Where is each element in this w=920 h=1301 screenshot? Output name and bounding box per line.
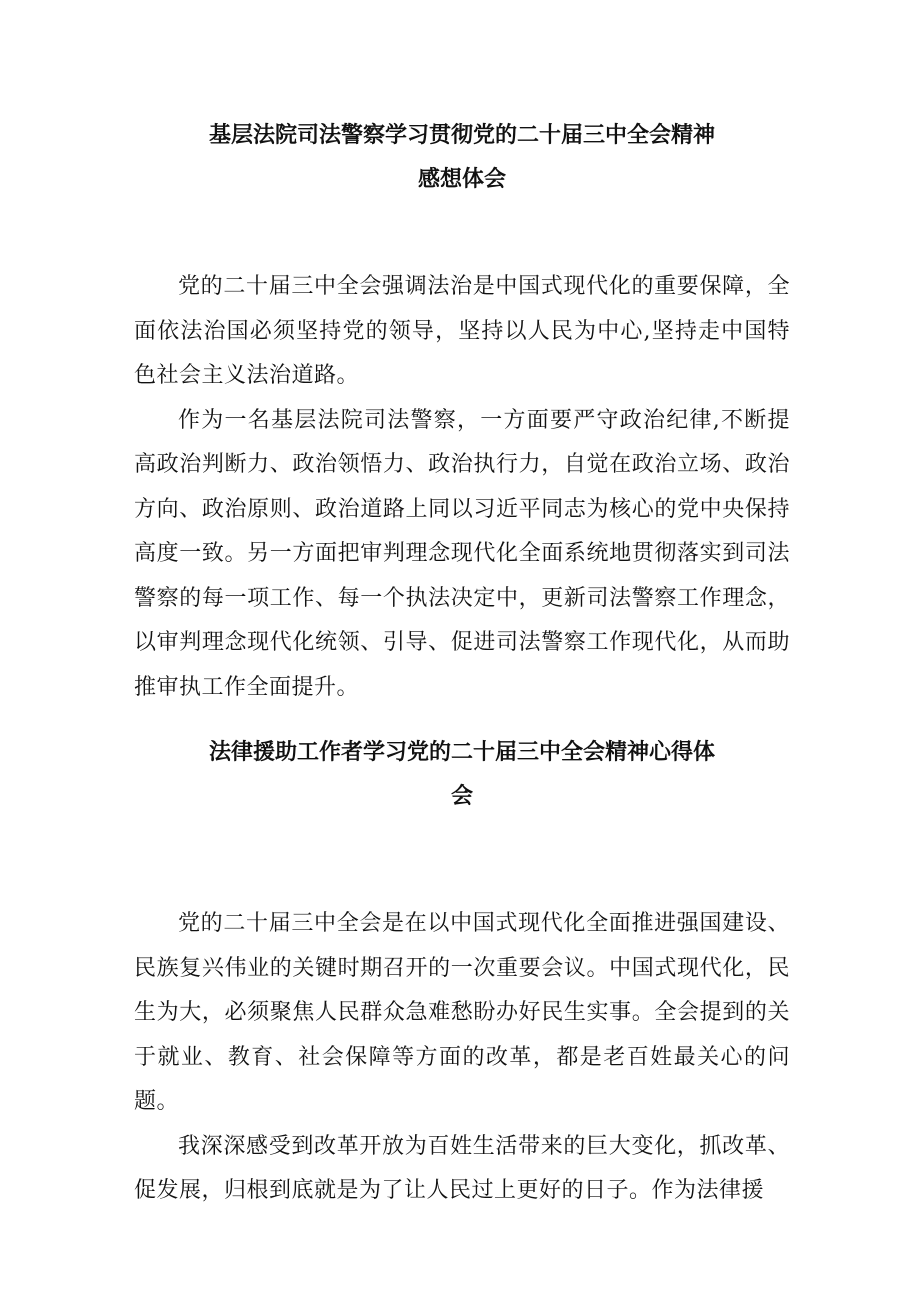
title-line-2: 会 xyxy=(450,784,473,809)
article-legal-aid xyxy=(134,731,790,1214)
article-title xyxy=(134,114,790,202)
title-line-1: 法律援助工作者学习党的二十届三中全会精神心得体 xyxy=(208,740,715,765)
paragraph: 党的二十届三中全会强调法治是中国式现代化的重要保障，全面依法治国必须坚持党的领导，坚持以人民为中心,坚持走中国特色社会主义法治道路。 xyxy=(134,274,790,388)
article-body xyxy=(134,265,790,710)
paragraph: 作为一名基层法院司法警察，一方面要严守政治纪律,不断提高政治判断力、政治领悟力、政治执行力，自觉在政治立场、政治方向、政治原则、政治道路上同以习近平同志为核心的党中央保持高度一致。另一方面把审判理念现代化全面系统地贯彻落实到司法警察的每一项工作、每一个执法决定中，更新司法警察工作理念，以审判理念现代化统领、引导、促进司法警察工作现代化，从而助推审执工作全面提升。 xyxy=(134,407,790,700)
article-title xyxy=(134,731,790,819)
title-line-1: 基层法院司法警察学习贯彻党的二十届三中全会精神 xyxy=(208,123,715,148)
paragraph: 党的二十届三中全会是在以中国式现代化全面推进强国建设、民族复兴伟业的关键时期召开的一次重要会议。中国式现代化，民生为大，必须聚焦人民群众急难愁盼办好民生实事。全会提到的关于就业、教育、社会保障等方面的改革，都是老百姓最关心的问题。 xyxy=(134,911,790,1114)
article-body xyxy=(134,902,790,1214)
article-court-police xyxy=(134,114,790,710)
title-line-2: 感想体会 xyxy=(417,167,506,192)
paragraph: 我深深感受到改革开放为百姓生活带来的巨大变化，抓改革、促发展，归根到底就是为了让人民过上更好的日子。作为法律援 xyxy=(134,1133,790,1203)
